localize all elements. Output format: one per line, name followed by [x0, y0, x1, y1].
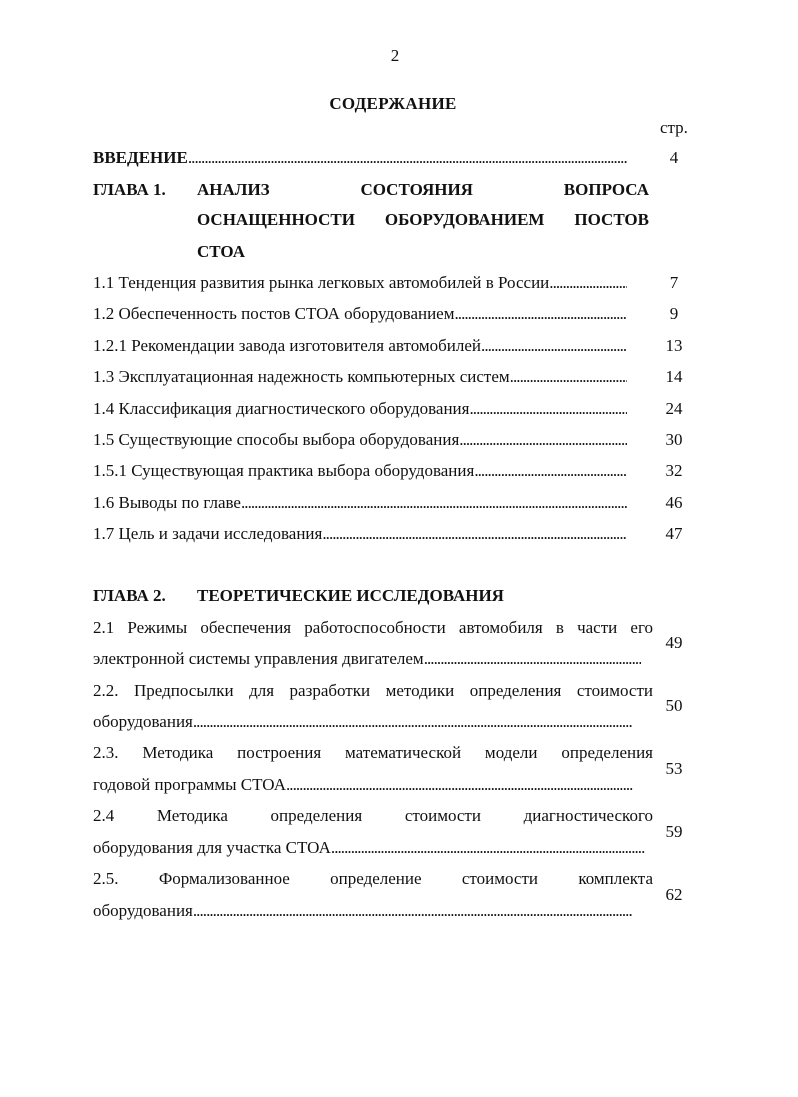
- toc-entry-page: 53: [665, 759, 683, 778]
- toc-entry-page: 9: [669, 304, 679, 323]
- chapter-2-title: ТЕОРЕТИЧЕСКИЕ ИССЛЕДОВАНИЯ: [197, 586, 504, 605]
- toc-entry-text: оборудования: [93, 901, 193, 920]
- toc-entry-page: 14: [665, 367, 683, 386]
- toc-entry-text: ВВЕДЕНИЕ: [93, 148, 188, 167]
- toc-entry-page: 32: [665, 461, 683, 480]
- toc-entry-text: 1.5.1 Существующая практика выбора оборудования: [93, 461, 475, 480]
- chapter-1-title-line: СТОА: [197, 242, 246, 261]
- toc-entry-text: 1.7 Цель и задачи исследования: [93, 524, 323, 543]
- chapter-1-label: ГЛАВА 1.: [93, 180, 166, 199]
- toc-entry-text: 1.2 Обеспеченность постов СТОА оборудованием: [93, 304, 455, 323]
- toc-entry-page: 62: [665, 885, 683, 904]
- chapter-1-title-line: АНАЛИЗ СОСТОЯНИЯ ВОПРОСА: [197, 180, 649, 199]
- toc-entry-line: [93, 775, 633, 795]
- toc-entry-text: 1.5 Существующие способы выбора оборудования: [93, 430, 460, 449]
- toc-entry-text: годовой программы СТОА: [93, 775, 286, 794]
- page-column-label: стр.: [660, 118, 688, 137]
- toc-entry-text: 1.3 Эксплуатационная надежность компьютерных систем: [93, 367, 510, 386]
- toc-entry-line: 2.1 Режимы обеспечения работоспособности автомобиля в части его: [93, 618, 653, 637]
- toc-entry: [93, 336, 627, 356]
- toc-entry-text: 1.2.1 Рекомендации завода изготовителя автомобилей: [93, 336, 482, 355]
- toc-entry-page: 47: [665, 524, 683, 543]
- toc-entry-line: [93, 838, 645, 858]
- toc-entry-page: 24: [665, 399, 683, 418]
- toc-entry-text: 1.1 Тенденция развития рынка легковых автомобилей в России: [93, 273, 550, 292]
- toc-entry-text: 1.4 Классификация диагностического оборудования: [93, 399, 470, 418]
- toc-entry-text: электронной системы управления двигателем: [93, 649, 424, 668]
- toc-entry: [93, 430, 627, 450]
- toc-entry-line: 2.3. Методика построения математической модели определения: [93, 743, 653, 762]
- toc-entry-page: 4: [669, 148, 679, 167]
- chapter-1-title-line: ОСНАЩЕННОСТИ ОБОРУДОВАНИЕМ ПОСТОВ: [197, 210, 649, 229]
- toc-entry-text: оборудования: [93, 712, 193, 731]
- toc-entry-line: [93, 712, 639, 732]
- toc-entry-line: 2.5. Формализованное определение стоимости комплекта: [93, 869, 653, 888]
- page-number: 2: [390, 46, 400, 65]
- toc-entry-page: 30: [665, 430, 683, 449]
- toc-entry-line: 2.4 Методика определения стоимости диагностического: [93, 806, 653, 825]
- toc-entry: [93, 367, 627, 387]
- toc-entry-line: [93, 901, 645, 921]
- toc-entry: [93, 524, 627, 544]
- chapter-2-label: ГЛАВА 2.: [93, 586, 166, 605]
- toc-entry-page: 13: [665, 336, 683, 355]
- toc-entry-text: оборудования для участка СТОА: [93, 838, 331, 857]
- toc-entry-page: 50: [665, 696, 683, 715]
- toc-entry: [93, 273, 627, 293]
- toc-entry: [93, 304, 627, 324]
- toc-title: СОДЕРЖАНИЕ: [329, 94, 457, 113]
- toc-entry-line: 2.2. Предпосылки для разработки методики определения стоимости: [93, 681, 653, 700]
- toc-entry: [93, 493, 627, 513]
- toc-entry-text: 1.6 Выводы по главе: [93, 493, 241, 512]
- toc-entry: [93, 399, 627, 419]
- toc-entry-page: 46: [665, 493, 683, 512]
- toc-entry-line: [93, 649, 641, 669]
- toc-entry-intro: [93, 148, 627, 168]
- toc-entry: [93, 461, 627, 481]
- toc-entry-page: 49: [665, 633, 683, 652]
- toc-entry-page: 59: [665, 822, 683, 841]
- toc-entry-page: 7: [669, 273, 679, 292]
